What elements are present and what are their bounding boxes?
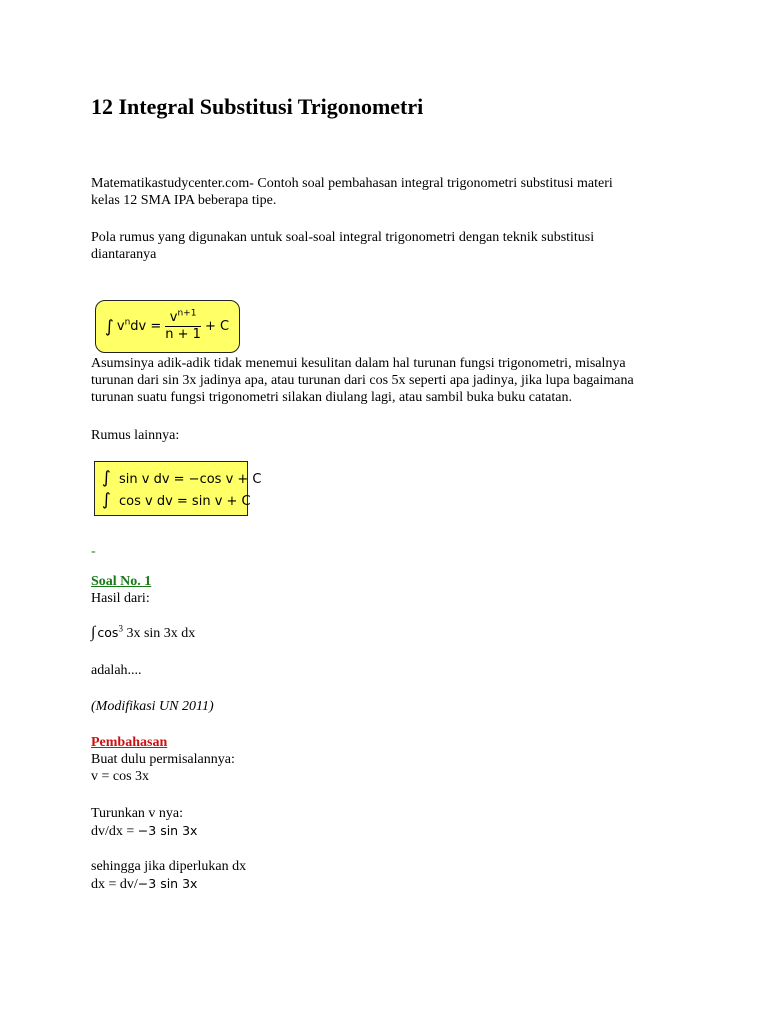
soal-1-source: (Modifikasi UN 2011) <box>91 699 214 714</box>
formula2-row-sin: ∫ sin v dv = −cos v + C <box>102 468 262 488</box>
trig-integral-formula-box <box>94 461 262 516</box>
power-rule-formula-box <box>95 300 240 353</box>
pembahasan-dvdx: dv/dx = −3 sin 3x <box>91 823 198 839</box>
page-title: 12 Integral Substitusi Trigonometri <box>91 94 424 119</box>
asumsi-line-3: turunan suatu fungsi trigonometri silakan diulang lagi, atau sambil buka buku catatan. <box>91 390 572 405</box>
pembahasan-buat: Buat dulu permisalannya: <box>91 752 235 767</box>
asumsi-line-2: turunan dari sin 3x jadinya apa, atau turunan dari cos 5x seperti apa jadinya, jika lupa bagaimana <box>91 373 634 388</box>
pembahasan-heading: Pembahasan <box>91 735 168 750</box>
intro-line-1: Matematikastudycenter.com- Contoh soal pembahasan integral trigonometri substitusi materi <box>91 176 613 191</box>
pembahasan-sehingga: sehingga jika diperlukan dx <box>91 859 247 874</box>
formula1-rhs: + C <box>204 319 230 334</box>
formula2-row-cos: ∫ cos v dv = sin v + C <box>102 490 251 510</box>
rumus-lainnya-label: Rumus lainnya: <box>91 428 180 443</box>
pembahasan-turunkan: Turunkan v nya: <box>91 806 184 821</box>
pembahasan-dx: dx = dv/−3 sin 3x <box>91 876 198 892</box>
pembahasan-v-eq: v = cos 3x <box>91 769 150 784</box>
formula1-fraction: $\frac{v^{n+1}}{n + 1}$ <box>165 308 201 342</box>
formula1-lhs: $v^ndv$ = <box>116 317 162 334</box>
pola-line-1: Pola rumus yang digunakan untuk soal-soal integral trigonometri dengan teknik substitusi <box>91 230 595 245</box>
soal-1-expression: ∫ $\cos^3 3x$ sin 3x dx <box>91 623 196 641</box>
separator-dash: - <box>91 544 96 559</box>
soal-1-heading: Soal No. 1 <box>91 574 152 589</box>
intro-line-2: kelas 12 SMA IPA beberapa tipe. <box>91 193 277 208</box>
integral-sign: ∫ <box>105 316 114 337</box>
soal-1-hasil: Hasil dari: <box>91 591 150 606</box>
asumsi-line-1: Asumsinya adik-adik tidak menemui kesulitan dalam hal turunan fungsi trigonometri, misalnya <box>91 356 626 371</box>
pola-line-2: diantaranya <box>91 247 157 262</box>
soal-1-adalah: adalah.... <box>91 663 142 678</box>
